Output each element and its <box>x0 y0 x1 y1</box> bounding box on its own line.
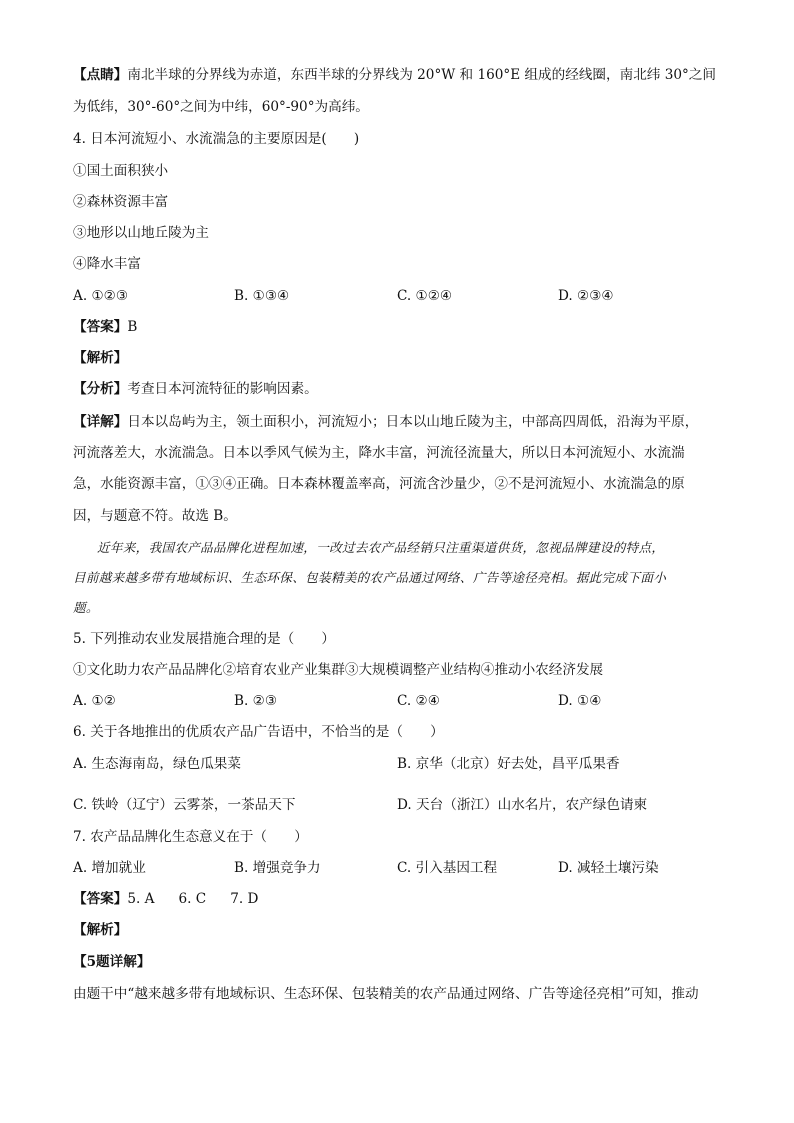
q4-analysis-text: 考查日本河流特征的影响因素。 <box>127 381 318 397</box>
q6-option-a: A. 生态海南岛，绿色瓜果菜 <box>73 756 241 772</box>
answers-analysis-heading: 【解析】 <box>73 922 128 938</box>
q4-answer-value: B <box>127 319 138 335</box>
q4-answer-tag: 【答案】 <box>73 319 128 335</box>
q4-detail-text-1: 日本以岛屿为主，领土面积小，河流短小；日本以山地丘陵为主，中部高四周低，沿海为平原， <box>127 414 699 430</box>
q5-option-d: D. ①④ <box>558 693 602 709</box>
q4-option-b: B. ①③④ <box>234 288 290 304</box>
q4-answer <box>73 317 723 337</box>
answer-7: 7. D <box>230 891 259 907</box>
q4-detail-tag: 【详解】 <box>73 414 128 430</box>
q4-analysis-tag: 【分析】 <box>73 381 128 397</box>
q6-stem: 6. 关于各地推出的优质农产品广告语中，不恰当的是（ ） <box>73 724 444 740</box>
q5-items: ①文化助力农产品品牌化②培育农业产业集群③大规模调整产业结构④推动小农经济发展 <box>73 662 604 678</box>
passage-line-1: 近年来，我国农产品品牌化进程加速，一改过去农产品经销只注重渠道供货，忽视品牌建设的特点， <box>97 540 665 555</box>
q4-detail-1 <box>73 412 723 432</box>
q5-detail-tag: 【5题详解】 <box>73 954 151 970</box>
answer-5: 5. A <box>127 891 155 907</box>
q7-option-a: A. 增加就业 <box>73 860 146 876</box>
q5-option-b: B. ②③ <box>234 693 278 709</box>
q7-stem: 7. 农产品品牌化生态意义在于（ ） <box>73 829 308 845</box>
q4-item-4: ④降水丰富 <box>73 256 141 272</box>
q5-stem: 5. 下列推动农业发展措施合理的是（ ） <box>73 631 335 647</box>
q4-option-c: C. ①②④ <box>397 288 453 304</box>
q4-stem: 4. 日本河流短小、水流湍急的主要原因是( ) <box>73 131 360 147</box>
q7-option-b: B. 增强竞争力 <box>234 860 321 876</box>
q7-option-c: C. 引入基因工程 <box>397 860 498 876</box>
tip-tag: 【点睛】 <box>73 67 128 83</box>
q6-option-c: C. 铁岭（辽宁）云雾茶，一茶品天下 <box>73 797 296 813</box>
q5-option-c: C. ②④ <box>397 693 440 709</box>
tip-line-1 <box>73 65 723 85</box>
q4-detail-4: 因，与题意不符。故选 B。 <box>73 508 237 524</box>
passage-line-2: 目前越来越多带有地域标识、生态环保、包装精美的农产品通过网络、广告等途径亮相。据此完成下面小 <box>73 570 667 585</box>
tip-text-1: 南北半球的分界线为赤道，东西半球的分界线为 20°W 和 160°E 组成的经线圈，南北纬 30°之间 <box>127 67 716 83</box>
q4-analysis-heading: 【解析】 <box>73 350 128 366</box>
answers-5-7 <box>73 889 723 909</box>
q5-detail-text: 由题干中“越来越多带有地域标识、生态环保、包装精美的农产品通过网络、广告等途径亮相”可知，推动 <box>73 986 699 1002</box>
q4-item-1: ①国土面积狭小 <box>73 163 169 179</box>
q4-detail-2: 河流落差大，水流湍急。日本以季风气候为主，降水丰富，河流径流量大，所以日本河流短小、水流湍 <box>73 445 685 461</box>
q4-item-3: ③地形以山地丘陵为主 <box>73 225 209 241</box>
q4-item-2: ②森林资源丰富 <box>73 194 169 210</box>
answer-6: 6. C <box>178 891 207 907</box>
q5-option-a: A. ①② <box>73 693 116 709</box>
answers-tag: 【答案】 <box>73 891 128 907</box>
q6-option-d: D. 天台（浙江）山水名片，农产绿色请柬 <box>397 797 648 813</box>
passage-line-3: 题。 <box>73 600 99 615</box>
q4-analysis <box>73 379 723 399</box>
q4-detail-3: 急，水能资源丰富，①③④正确。日本森林覆盖率高，河流含沙量少，②不是河流短小、水流湍急的原 <box>73 476 685 492</box>
q6-option-b: B. 京华（北京）好去处，昌平瓜果香 <box>397 756 620 772</box>
q4-option-d: D. ②③④ <box>558 288 614 304</box>
tip-line-2: 为低纬，30°-60°之间为中纬，60°-90°为高纬。 <box>73 99 369 115</box>
q4-option-a: A. ①②③ <box>73 288 129 304</box>
q7-option-d: D. 减轻土壤污染 <box>558 860 659 876</box>
